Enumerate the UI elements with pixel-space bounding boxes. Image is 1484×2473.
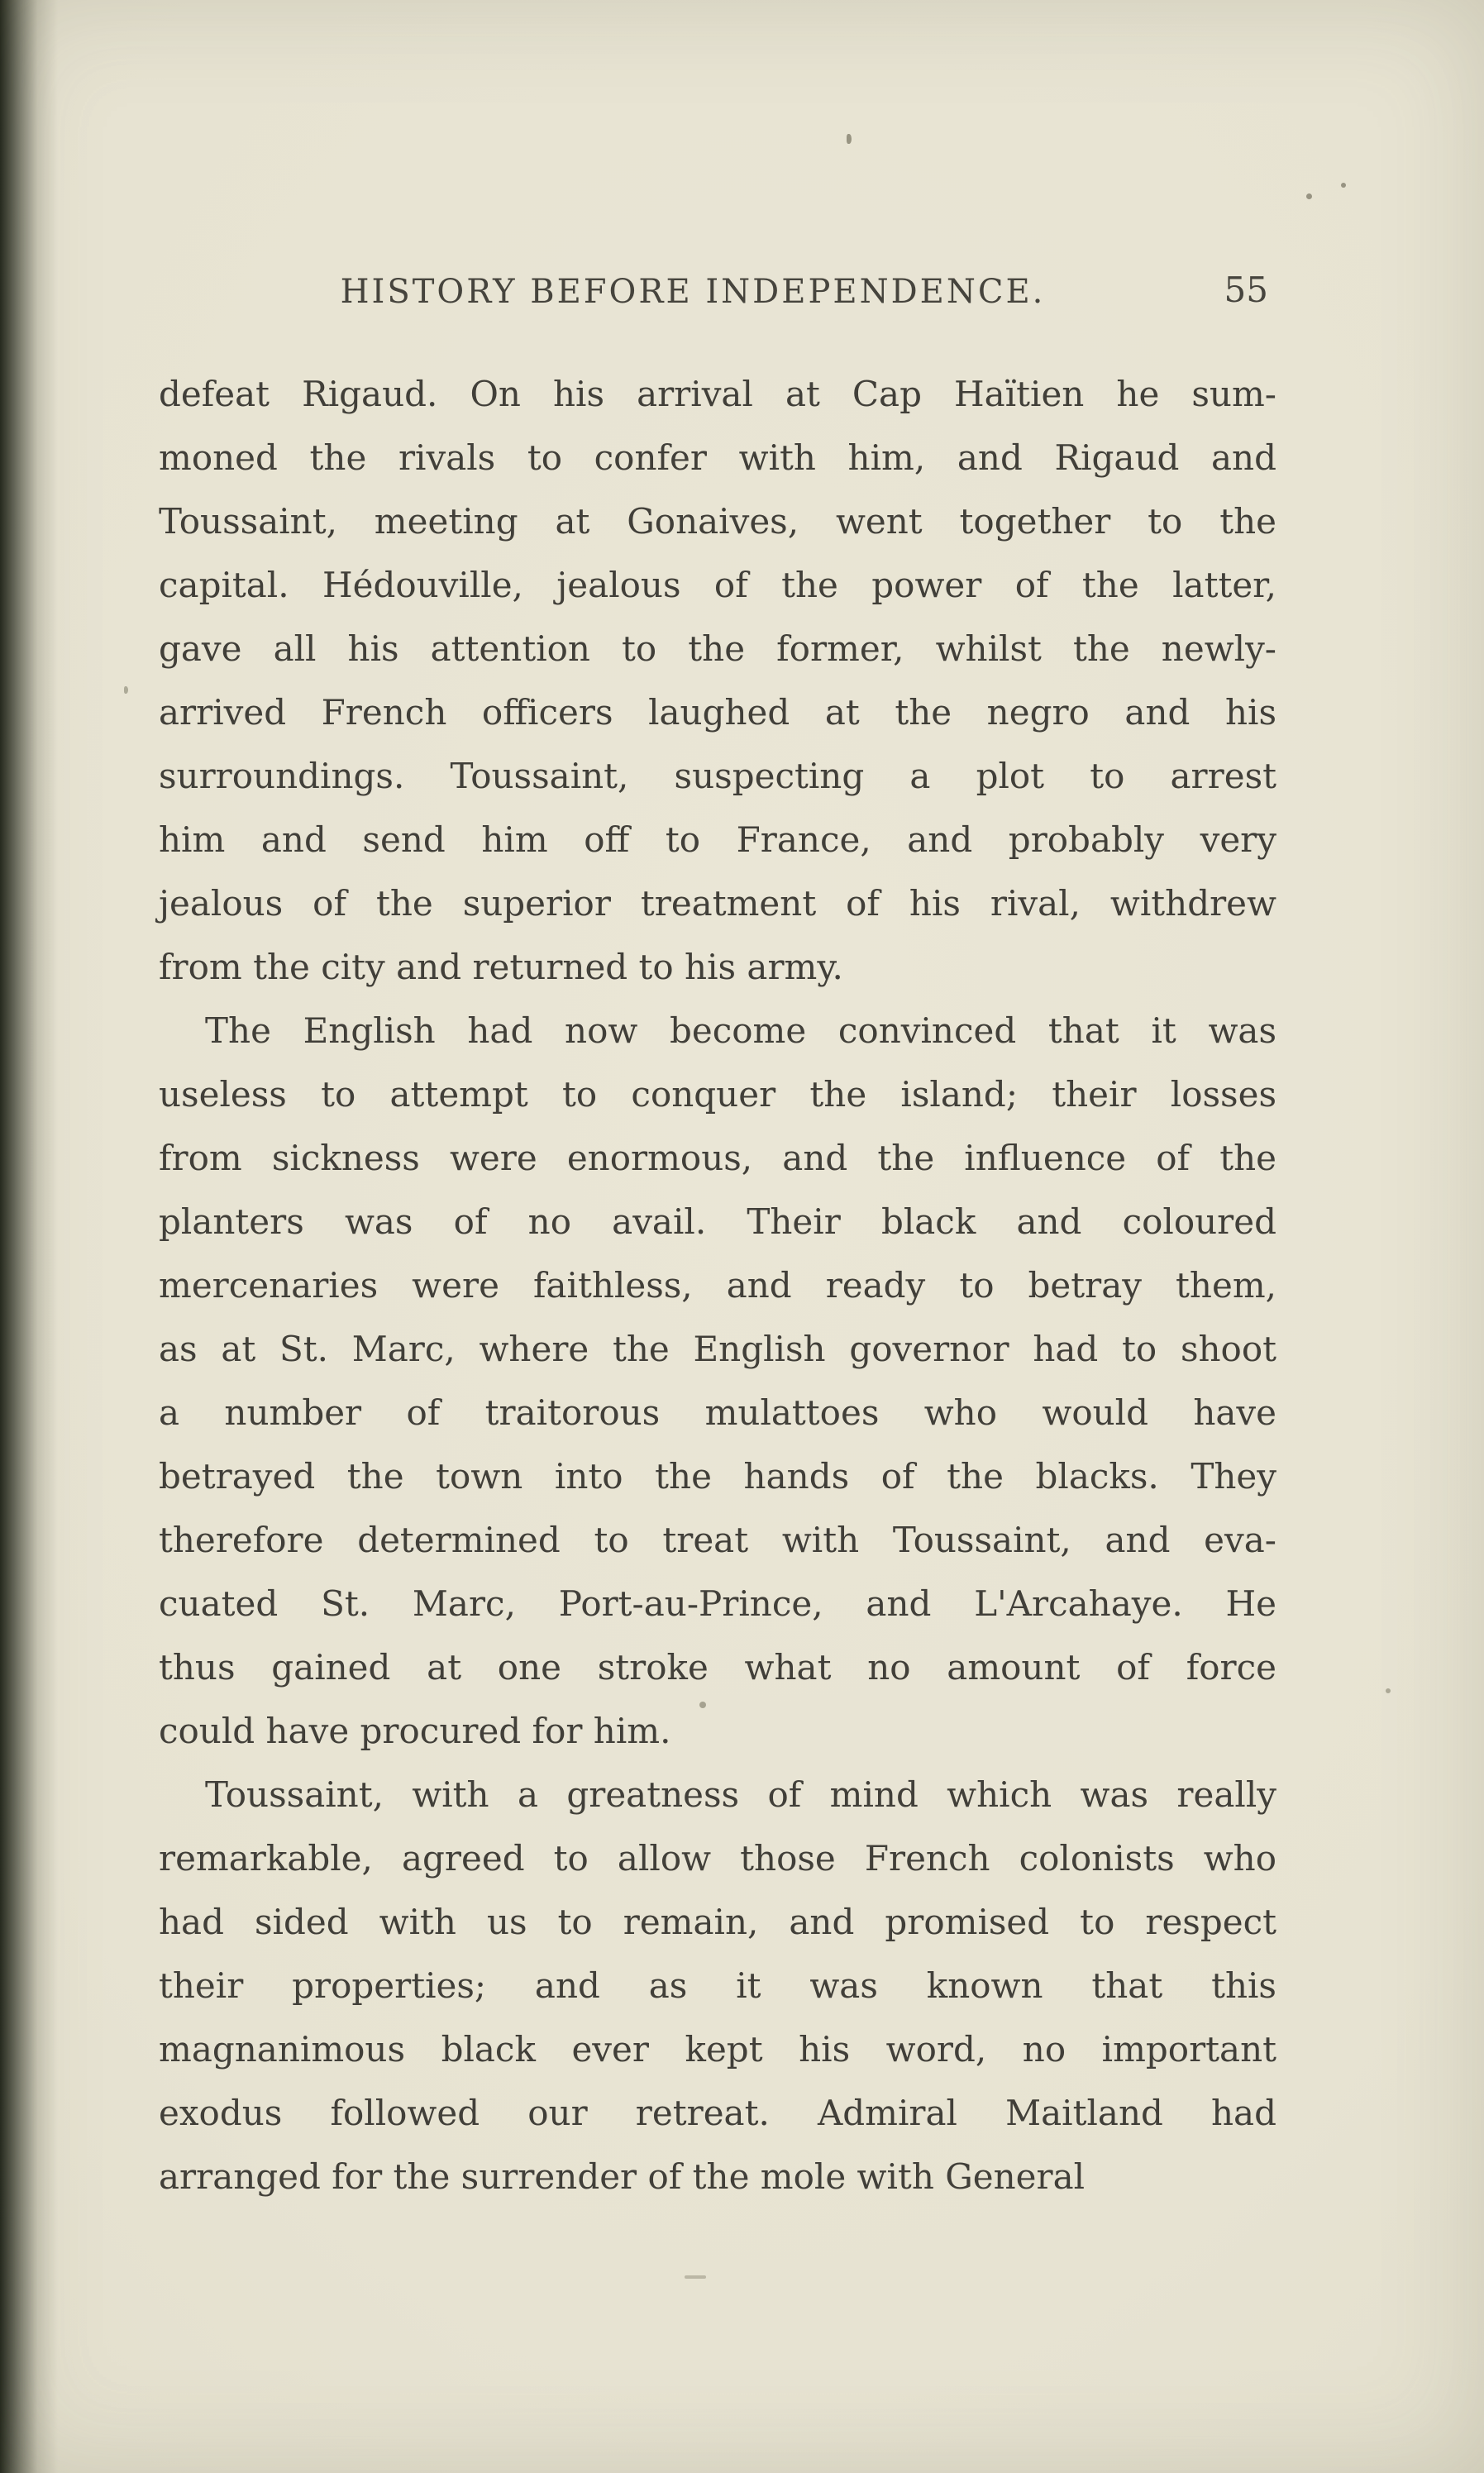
text-line: moned the rivals to confer with him, and Rigaud and bbox=[159, 437, 1276, 478]
text-line: as at St. Marc, where the English governor had to shoot bbox=[159, 1329, 1276, 1369]
text-line: mercenaries were faithless, and ready to betray them, bbox=[159, 1265, 1276, 1306]
text-line: Toussaint, with a greatness of mind which was really bbox=[205, 1774, 1276, 1815]
text-line: gave all his attention to the former, whilst the newly- bbox=[159, 628, 1276, 669]
scan-speck bbox=[1306, 193, 1312, 199]
scan-speck bbox=[1341, 183, 1346, 188]
text-line: magnanimous black ever kept his word, no important bbox=[159, 2029, 1276, 2070]
text-line: could have procured for him. bbox=[159, 1711, 671, 1751]
scan-speck bbox=[1386, 1688, 1391, 1693]
page-number: 55 bbox=[1224, 270, 1268, 310]
text-line: from the city and returned to his army. bbox=[159, 947, 843, 987]
text-line: had sided with us to remain, and promised to respect bbox=[159, 1902, 1276, 1942]
text-line: therefore determined to treat with Toussaint, and eva- bbox=[159, 1520, 1276, 1560]
scan-speck bbox=[847, 134, 852, 144]
text-line: arrived French officers laughed at the negro and his bbox=[159, 692, 1276, 733]
text-line: jealous of the superior treatment of his rival, withdrew bbox=[159, 883, 1276, 924]
text-line: thus gained at one stroke what no amount of force bbox=[159, 1647, 1276, 1688]
scan-speck bbox=[124, 686, 128, 694]
text-line: planters was of no avail. Their black and coloured bbox=[159, 1201, 1276, 1242]
binding-edge-shadow bbox=[0, 0, 58, 2473]
text-block bbox=[159, 362, 1276, 2208]
text-line: cuated St. Marc, Port-au-Prince, and L'Arcahaye. He bbox=[159, 1583, 1276, 1624]
page-header-title: HISTORY BEFORE INDEPENDENCE. bbox=[340, 273, 1046, 311]
text-line: from sickness were enormous, and the influence of the bbox=[159, 1138, 1276, 1178]
text-line: useless to attempt to conquer the island; their losses bbox=[159, 1074, 1276, 1115]
text-line: defeat Rigaud. On his arrival at Cap Haïtien he sum- bbox=[159, 374, 1276, 414]
text-line: remarkable, agreed to allow those French colonists who bbox=[159, 1838, 1276, 1879]
text-line: their properties; and as it was known that this bbox=[159, 1965, 1276, 2006]
text-line: him and send him off to France, and probably very bbox=[159, 819, 1276, 860]
text-line: surroundings. Toussaint, suspecting a plot to arrest bbox=[159, 756, 1276, 796]
text-line: a number of traitorous mulattoes who would have bbox=[159, 1392, 1276, 1433]
text-line: exodus followed our retreat. Admiral Maitland had bbox=[159, 2093, 1276, 2133]
running-header bbox=[159, 270, 1276, 322]
text-line: The English had now become convinced that it was bbox=[205, 1010, 1276, 1051]
text-line: Toussaint, meeting at Gonaives, went together to the bbox=[159, 501, 1276, 542]
text-line: arranged for the surrender of the mole with General bbox=[159, 2156, 1086, 2197]
text-line: capital. Hédouville, jealous of the power of the latter, bbox=[159, 565, 1276, 605]
text-line: betrayed the town into the hands of the blacks. They bbox=[159, 1456, 1276, 1497]
scan-speck bbox=[685, 2275, 706, 2279]
